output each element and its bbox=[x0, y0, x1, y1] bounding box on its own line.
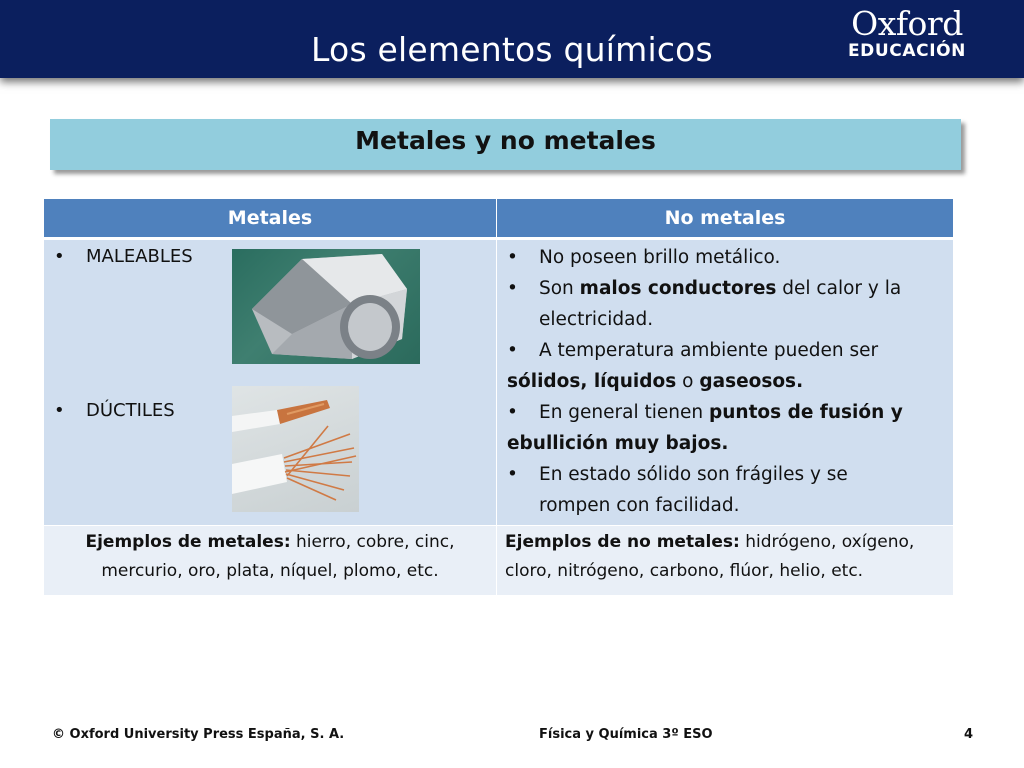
property-maleables: • MALEABLES bbox=[54, 246, 193, 267]
non-metal-property: • En general tienen puntos de fusión y bbox=[507, 402, 903, 423]
table-header-row bbox=[44, 199, 954, 239]
non-metal-property: • A temperatura ambiente pueden ser bbox=[507, 340, 879, 361]
non-metal-property-continued: rompen con facilidad. bbox=[539, 495, 740, 516]
non-metal-property: • En estado sólido son frágiles y se bbox=[507, 464, 848, 485]
non-metal-property-continued: electricidad. bbox=[539, 309, 654, 330]
metals-properties-cell bbox=[44, 239, 497, 526]
comparison-table bbox=[43, 198, 954, 596]
non-metals-examples-label: Ejemplos de no metales: bbox=[505, 532, 740, 552]
page-number: 4 bbox=[964, 727, 974, 742]
metals-examples-label: Ejemplos de metales: bbox=[85, 532, 291, 552]
non-metal-property: • No poseen brillo metálico. bbox=[507, 247, 781, 268]
footer-copyright: © Oxford University Press España, S. A. bbox=[52, 727, 345, 742]
logo-wordmark: Oxford bbox=[851, 4, 963, 43]
non-metal-property-continued: ebullición muy bajos. bbox=[507, 433, 729, 454]
property-ductiles: • DÚCTILES bbox=[54, 400, 175, 421]
non-metal-property-continued: sólidos, líquidos o gaseosos. bbox=[507, 371, 804, 392]
non-metal-property: • Son malos conductores del calor y la bbox=[507, 278, 902, 299]
logo-subtitle: EDUCACIÓN bbox=[847, 41, 967, 61]
metals-examples-cell: Ejemplos de metales: hierro, cobre, cinc, mercurio, oro, plata, níquel, plomo, etc. bbox=[44, 526, 497, 596]
footer-course: Física y Química 3º ESO bbox=[539, 727, 713, 742]
subtitle-text: Metales y no metales bbox=[355, 126, 656, 155]
header-no-metales: No metales bbox=[497, 199, 954, 239]
oxford-logo bbox=[842, 6, 972, 60]
properties-row bbox=[44, 239, 954, 526]
slide-title: Los elementos químicos bbox=[311, 30, 713, 69]
header-bar bbox=[0, 0, 1024, 78]
non-metals-examples-cell: Ejemplos de no metales: hidrógeno, oxígeno, cloro, nitrógeno, carbono, flúor, helio, etc. bbox=[497, 526, 954, 596]
aluminum-foil-image bbox=[232, 249, 420, 364]
copper-wire-image bbox=[232, 386, 359, 512]
header-metales: Metales bbox=[44, 199, 497, 239]
subtitle-banner bbox=[50, 119, 961, 170]
non-metals-properties-cell bbox=[497, 239, 954, 526]
examples-row bbox=[44, 526, 954, 596]
